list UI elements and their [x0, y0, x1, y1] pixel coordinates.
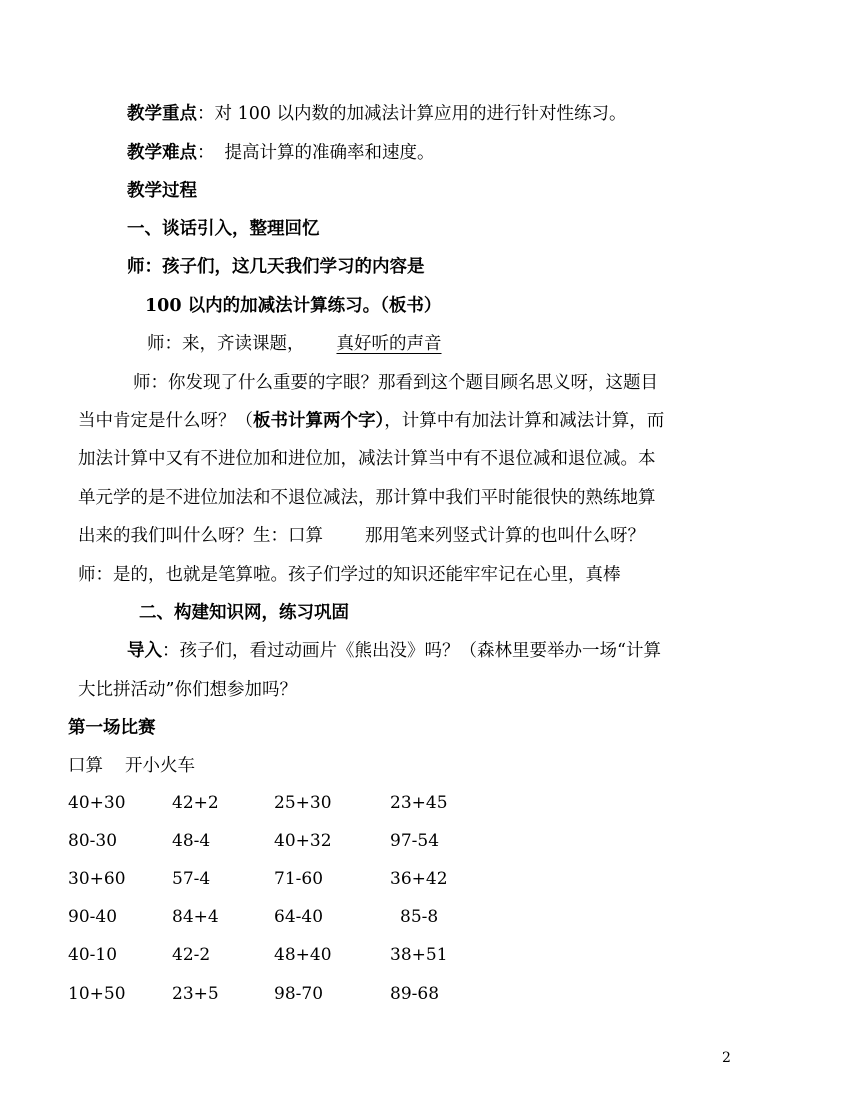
- drill-item: 64-40: [274, 907, 324, 927]
- drill-item: 48+40: [274, 945, 332, 965]
- intro-line-1: 导入：孩子们，看过动画片《熊出没》吗？（森林里要举办一场“计算: [127, 641, 661, 661]
- process-heading: 教学过程: [127, 181, 197, 201]
- para-line-6: 师：是的，也就是笔算啦。孩子们学过的知识还能牢牢记在心里，真棒: [78, 565, 621, 585]
- focus-label: 教学重点: [127, 104, 197, 124]
- para-line-1: 师：你发现了什么重要的字眼？那看到这个题目顾名思义呀，这题目: [133, 373, 658, 393]
- difficulty-text: 提高计算的准确率和速度。: [224, 143, 435, 163]
- drill-item: 25+30: [274, 793, 332, 813]
- drill-item: 42+2: [172, 793, 219, 813]
- difficulty-label: 教学难点: [127, 143, 197, 163]
- drill-item: 89-68: [390, 984, 440, 1004]
- drill-item: 57-4: [172, 869, 211, 889]
- teaching-focus: 教学重点：对 100 以内数的加减法计算应用的进行针对性练习。: [127, 104, 627, 124]
- para-line-4: 单元学的是不进位加法和不退位减法，那计算中我们平时能很快的熟练地算: [78, 488, 656, 508]
- board-note: 板书计算两个字）: [253, 411, 385, 431]
- teacher-read-text: 师：来，齐读课题，: [147, 334, 305, 354]
- teacher-read-line: [147, 332, 442, 356]
- section1-heading: 一、谈话引入，整理回忆: [127, 219, 320, 239]
- drill-item: 71-60: [274, 869, 324, 889]
- focus-text: 对 100 以内数的加减法计算应用的进行针对性练习。: [214, 104, 627, 124]
- drill-item: 48-4: [172, 831, 211, 851]
- intro-line-2: 大比拼活动”你们想参加吗？: [78, 680, 297, 700]
- drill-item: 40+30: [68, 793, 126, 813]
- drill-item: 80-30: [68, 831, 118, 851]
- drill-item: 42-2: [172, 945, 211, 965]
- para-line-3: 加法计算中又有不进位加和进位加，减法计算当中有不退位减和退位减。本: [78, 449, 656, 469]
- teacher-read-underlined: 真好听的声音: [336, 334, 442, 354]
- drill-item: 84+4: [172, 907, 219, 927]
- drill-item: 36+42: [390, 869, 448, 889]
- drill-item: 23+45: [390, 793, 448, 813]
- teaching-difficulty: 教学难点： 提高计算的准确率和速度。: [127, 143, 435, 163]
- round1-heading: 第一场比赛: [68, 718, 156, 738]
- drill-item: 30+60: [68, 869, 126, 889]
- activity-line: 口算 开小火车: [68, 756, 195, 776]
- drill-item: 38+51: [390, 945, 448, 965]
- intro-label: 导入: [127, 641, 162, 661]
- drill-item: 40-10: [68, 945, 118, 965]
- drill-item: 10+50: [68, 984, 126, 1004]
- teacher-line-2: 100 以内的加减法计算练习。（板书）: [145, 296, 442, 316]
- drill-item: 90-40: [68, 907, 118, 927]
- page-number: 2: [722, 1050, 731, 1066]
- drill-item: 85-8: [400, 907, 439, 927]
- para-line-5: 出来的我们叫什么呀？生：口算 那用笔来列竖式计算的也叫什么呀？: [78, 526, 645, 546]
- drill-item: 97-54: [390, 831, 440, 851]
- drill-item: 40+32: [274, 831, 332, 851]
- teacher-line-1: 师：孩子们，这几天我们学习的内容是: [127, 257, 425, 277]
- section2-heading: 二、构建知识网，练习巩固: [139, 603, 349, 623]
- para-line-2: 当中肯定是什么呀？（板书计算两个字），计算中有加法计算和减法计算，而: [78, 411, 665, 431]
- drill-item: 98-70: [274, 984, 324, 1004]
- drill-item: 23+5: [172, 984, 219, 1004]
